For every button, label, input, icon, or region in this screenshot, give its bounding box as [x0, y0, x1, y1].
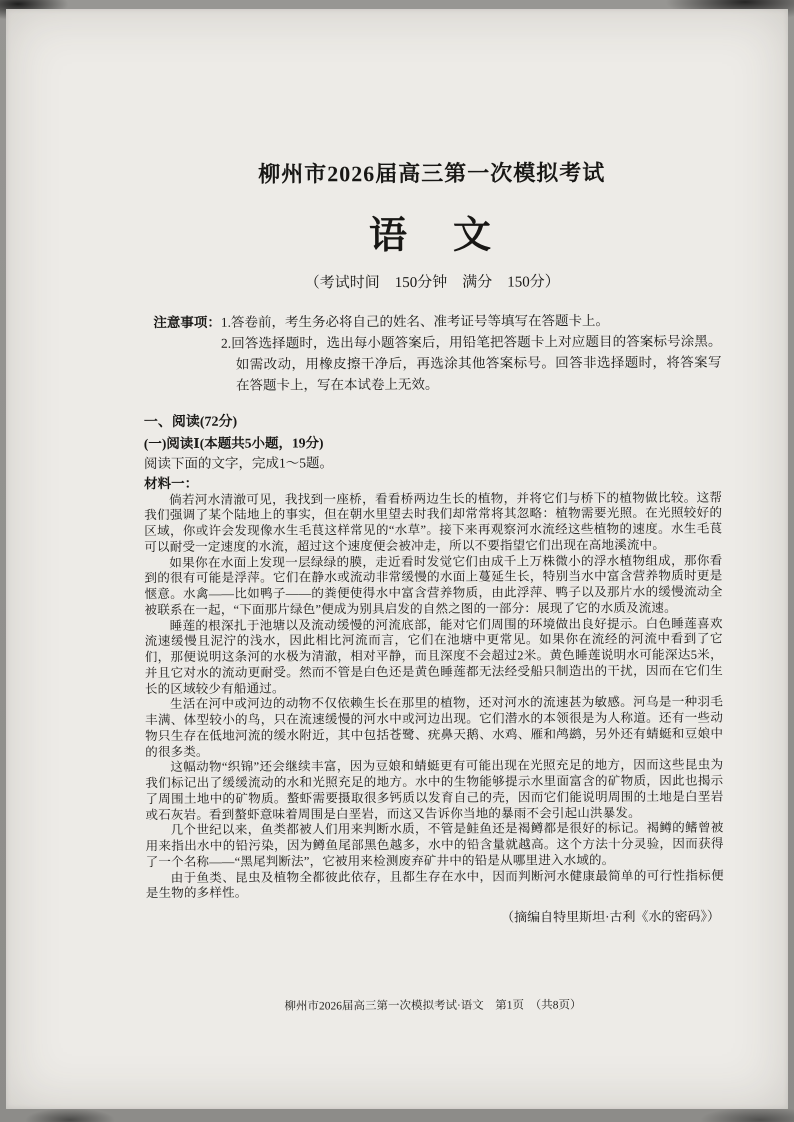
body-paragraph-4: 生活在河中或河边的动物不仅依赖生长在那里的植物，还对河水的流速甚为敏感。河乌是一种羽毛丰满、体型较小的鸟，只在流速缓慢的河水中或河边出现。它们潜水的本领很是为人称道。还有一些动物只生存在低地河流的缓水附近，其中包括苍鹭、疣鼻天鹅、水鸡、雁和鸬鹚，另外还有蜻蜓和豆娘中的很多类。	[145, 695, 724, 759]
notice-item-1: 1.答卷前，考生务必将自己的姓名、准考证号等填写在答题卡上。	[220, 313, 610, 330]
notice-block	[153, 311, 721, 397]
exam-page	[6, 9, 788, 1109]
body-paragraph-6: 几个世纪以来，鱼类都被人们用来判断水质，不管是鲑鱼还是褐鳟都是很好的标记。褐鳟的鳍曾被用来指出水中的铅污染，因为鳟鱼尾部黑色越多，水中的铅含量就越高。这个方法十分灵验，因而获得了一个名称——“黑尾判断法”，它被用来检测废弃矿井中的铅是从哪里进入水域的。	[145, 821, 724, 870]
attribution: （摘编自特里斯坦·古利《水的密码》）	[501, 908, 720, 925]
body-paragraph-7: 由于鱼类、昆虫及植物全都彼此依存，且都生存在水中，因而判断河水健康最简单的可行性指标便是生物的多样性。	[145, 868, 724, 901]
exam-title: 柳州市2026届高三第一次模拟考试	[258, 160, 606, 187]
notice-item-2: 2.回答选择题时，选出每小题答案后，用铅笔把答题卡上对应题目的答案标号涂黑。如需改动，用橡皮擦干净后，再选涂其他答案标号。回答非选择题时，将答案写在答题卡上，写在本试卷上无效。	[220, 333, 722, 393]
exam-meta: （考试时间 150分钟 满分 150分）	[304, 274, 560, 292]
section-heading: 一、阅读(72分)	[143, 414, 238, 430]
reading-instruction: 阅读下面的文字，完成1～5题。	[143, 454, 334, 471]
body-paragraph-1: 倘若河水清澈可见，我找到一座桥，看看桥两边生长的植物，并将它们与桥下的植物做比较。这帮我们强调了某个陆地上的事实，但在朝水里望去时我们却常常将其忽略：植物需要光照。在光照较好的区域，你或许会发现像水生毛茛这样常见的“水草”。接下来再观察河水流经这些植物的速度。水生毛茛可以耐受一定速度的水流，超过这个速度便会被冲走，所以不要指望它们出现在高地溪流中。	[144, 490, 723, 555]
material-label: 材料一：	[144, 475, 199, 491]
page-footer: 柳州市2026届高三第一次模拟考试·语文 第1页 （共8页）	[284, 999, 582, 1013]
subject-title: 语 文	[368, 214, 496, 258]
body-paragraph-5: 这幅动物“织锦”还会继续丰富，因为豆娘和蜻蜓更有可能出现在光照充足的地方，因而这些昆虫为我们标记出了缓缓流动的水和光照充足的地方。水中的生物能够提示水里面富含的矿物质，因此也揭示了周围土地中的矿物质。螯虾需要摄取很多钙质以发育自己的壳，因而它们能说明周围的土地是白垩岩或石灰岩。看到螯虾意味着周围是白垩岩，而这又告诉你当地的暴雨不会引起山洪暴发。	[145, 758, 724, 822]
notice-items	[221, 311, 722, 397]
notice-label: 注意事项：	[153, 314, 221, 331]
body-paragraph-2: 如果你在水面上发现一层绿绿的膜，走近看时发觉它们由成千上万株微小的浮水植物组成，那你看到的很有可能是浮萍。它们在静水或流动非常缓慢的水面上蔓延生长，特别当水中富含营养物质时更是惬意。水禽——比如鸭子——的粪便使得水中富含营养物质，由此浮萍、鸭子以及那片水的缓慢流动全被联系在一起，“下面那片绿色”便成为别具启发的自然之图的一部分：展现了它的水质及流速。	[144, 553, 723, 618]
page-content	[6, 9, 788, 928]
subsection-heading: (一)阅读Ⅰ(本题共5小题，19分)	[143, 435, 324, 451]
body-paragraph-3: 睡莲的根深扎于池塘以及流动缓慢的河流底部，能对它们周围的环境做出良好提示。白色睡莲喜欢流速缓慢且泥泞的浅水，因此相比河流而言，它们在池塘中更常见。如果你在流经的河流中看到了它们，那便说明这条河的水极为清澈，相对平静，而且深度不会超过2米。黄色睡莲说明水可能深达5米，并且它对水的流动更耐受。然而不管是白色还是黄色睡莲都无法经受船只制造出的干扰，因而在它们生长的区域较少有船通过。	[144, 616, 723, 696]
